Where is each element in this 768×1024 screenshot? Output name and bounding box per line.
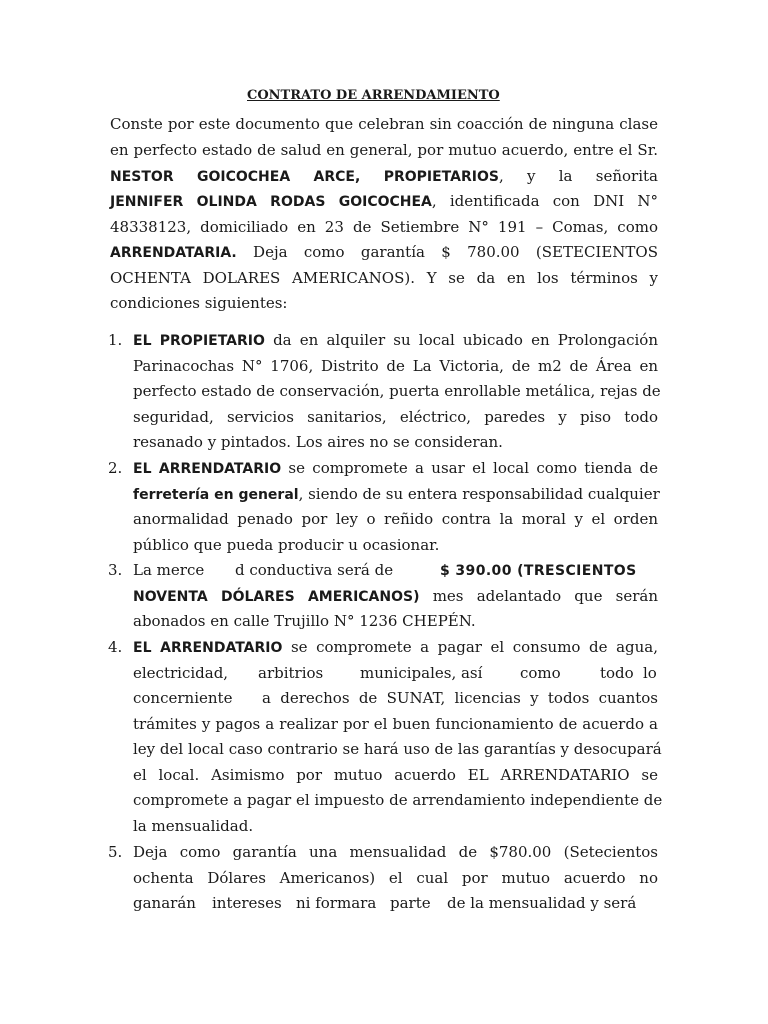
clause-line: ferretería en general, siendo de su entera responsabilidad cualquier — [133, 485, 660, 503]
intro-line: JENNIFER OLINDA RODAS GOICOCHEA, identificada con DNI N° — [110, 192, 658, 210]
intro-line: condiciones siguientes: — [110, 294, 288, 312]
clause-line: todo — [600, 664, 634, 682]
clause-line: NOVENTA DÓLARES AMERICANOS) mes adelantado que serán — [133, 587, 658, 605]
clause-line: abonados en calle Trujillo N° 1236 CHEPÉN. — [133, 612, 476, 630]
clause-line: trámites y pagos a realizar por el buen funcionamiento de acuerdo a — [133, 715, 658, 733]
intro-line: ARRENDATARIA. Deja como garantía $ 780.00 (SETECIENTOS — [110, 243, 658, 261]
clause-line: EL PROPIETARIO da en alquiler su local ubicado en Prolongación — [133, 331, 658, 349]
clause-line: d conductiva será de — [235, 561, 394, 579]
clause-line: público que pueda producir u ocasionar. — [133, 536, 440, 554]
clause-number: 4. — [108, 638, 123, 656]
clause-line: Deja como garantía una mensualidad de $780.00 (Setecientos — [133, 843, 658, 861]
intro-line: en perfecto estado de salud en general, por mutuo acuerdo, entre el Sr. — [110, 141, 658, 159]
clause-line: concerniente — [133, 689, 233, 707]
clause-line: anormalidad penado por ley o reñido contra la moral y el orden — [133, 510, 658, 528]
clause-number: 3. — [108, 561, 123, 579]
intro-line: NESTOR GOICOCHEA ARCE, PROPIETARIOS, y la señorita — [110, 167, 658, 185]
tenant-name: JENNIFER OLINDA RODAS GOICOCHEA — [110, 194, 432, 210]
clause-line: ley del local caso contrario se hará uso de las garantías y desocupará — [133, 740, 662, 758]
intro-line: 48338123, domiciliado en 23 de Setiembre N° 191 – Comas, como — [110, 218, 658, 236]
intro-line: OCHENTA DOLARES AMERICANOS). Y se da en los términos y — [110, 269, 658, 287]
clause-line: a derechos de SUNAT, licencias y todos cuantos — [262, 689, 658, 707]
tenant-role: ARRENDATARIA. — [110, 245, 237, 261]
clause-line: el local. Asimismo por mutuo acuerdo EL ARRENDATARIO se — [133, 766, 658, 784]
clause-line: ganarán — [133, 894, 196, 912]
clause-number: 5. — [108, 843, 123, 861]
clause-line: ochenta Dólares Americanos) el cual por mutuo acuerdo no — [133, 869, 658, 887]
clause-line: Parinacochas N° 1706, Distrito de La Victoria, de m2 de Área en — [133, 357, 658, 375]
clause-line: $ 390.00 (TRESCIENTOS — [440, 563, 637, 579]
intro-line: Conste por este documento que celebran sin coacción de ninguna clase — [110, 115, 658, 133]
clause-line: de la mensualidad y será — [447, 894, 637, 912]
clause-line: compromete a pagar el impuesto de arrendamiento independiente de — [133, 791, 663, 809]
clause-line: la mensualidad. — [133, 817, 254, 835]
clause-number: 1. — [108, 331, 123, 349]
clause-line: lo — [643, 664, 657, 682]
clause-line: EL ARRENDATARIO se compromete a usar el local como tienda de — [133, 459, 658, 477]
clause-line: resanado y pintados. Los aires no se consideran. — [133, 433, 503, 451]
clause-line: La merce — [133, 561, 205, 579]
clause-line: perfecto estado de conservación, puerta enrollable metálica, rejas de — [133, 382, 661, 400]
clause-line: electricidad, — [133, 664, 229, 682]
clause-line: seguridad, servicios sanitarios, eléctrico, paredes y piso todo — [133, 408, 658, 426]
document-title: CONTRATO DE ARRENDAMIENTO — [247, 88, 500, 103]
clause-line: parte — [390, 894, 431, 912]
clause-line: arbitrios — [258, 664, 324, 682]
clause-line: intereses — [212, 894, 282, 912]
owner-name: NESTOR GOICOCHEA ARCE, PROPIETARIOS — [110, 169, 499, 185]
clause-line: EL ARRENDATARIO se compromete a pagar el consumo de agua, — [133, 638, 658, 656]
clause-line: municipales, así — [360, 664, 483, 682]
clause-line: ni formara — [296, 894, 377, 912]
clause-line: como — [520, 664, 561, 682]
clause-number: 2. — [108, 459, 123, 477]
